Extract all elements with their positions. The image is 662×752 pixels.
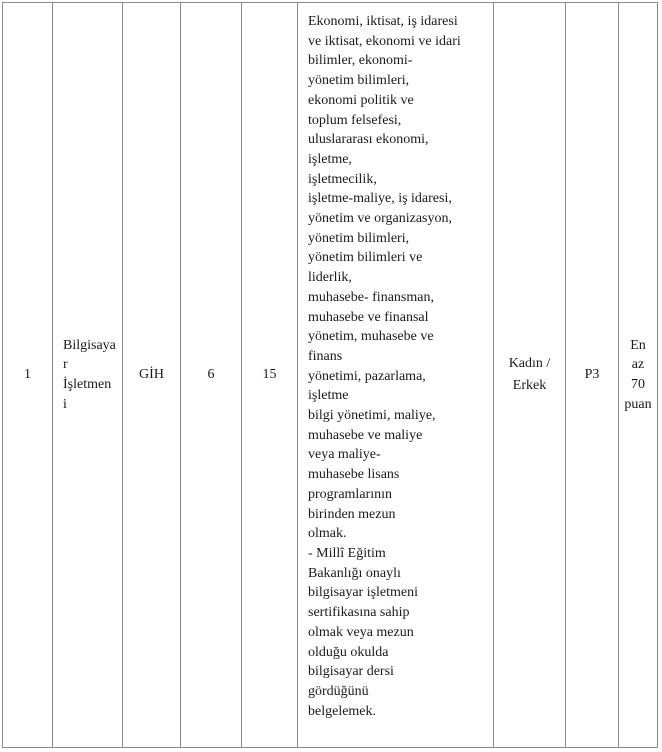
min-score-line: En xyxy=(630,337,646,353)
requirement-line: programlarının xyxy=(308,486,392,502)
requirement-line: veya maliye- xyxy=(308,447,381,463)
position-title-line: İşletmen xyxy=(63,377,112,392)
requirements-cell xyxy=(298,3,494,748)
requirement-line: toplum felsefesi, xyxy=(308,112,402,128)
requirement-line: yönetimi, pazarlama, xyxy=(308,368,426,384)
requirement-line: bilgi yönetimi, maliye, xyxy=(308,408,436,424)
requirement-line: olmak veya mezun xyxy=(308,624,414,640)
requirement-line: bilgisayar dersi xyxy=(308,664,394,680)
requirement-line: yönetim, muhasebe ve xyxy=(308,329,434,345)
min-score-line: az xyxy=(631,357,645,373)
score-type-cell xyxy=(566,3,619,748)
requirement-line: sertifikasına sahip xyxy=(308,605,410,621)
row-index-cell xyxy=(3,3,53,748)
requirement-line: muhasebe ve finansal xyxy=(308,309,429,325)
requirement-line: liderlik, xyxy=(308,270,352,286)
position-table xyxy=(2,2,658,748)
requirement-line: ekonomi politik ve xyxy=(308,92,414,108)
requirement-line: işletme, xyxy=(308,151,352,167)
requirement-line: muhasebe- finansman, xyxy=(308,289,434,305)
unit-cell xyxy=(123,3,181,748)
gender-line: Erkek xyxy=(512,378,547,393)
requirement-line: muhasebe ve maliye xyxy=(308,427,423,443)
table-row xyxy=(3,3,658,748)
requirement-line: finans xyxy=(308,348,343,364)
age-value: 15 xyxy=(262,367,277,382)
requirement-line: muhasebe lisans xyxy=(308,467,400,483)
gender-line: Kadın / xyxy=(508,356,551,371)
position-title-line: r xyxy=(63,357,68,373)
requirement-line: işletmecilik, xyxy=(308,171,377,187)
position-title-line: Bilgisaya xyxy=(63,337,116,353)
requirement-line: ve iktisat, ekonomi ve idari xyxy=(308,33,461,49)
requirement-line: birinden mezun xyxy=(308,506,396,522)
gender-cell xyxy=(494,3,566,748)
requirement-line: yönetim bilimleri ve xyxy=(308,250,423,266)
requirement-line: yönetim bilimleri, xyxy=(308,73,410,89)
requirement-line: bilgisayar işletmeni xyxy=(308,585,419,601)
position-title-line: i xyxy=(63,396,67,412)
requirement-line: uluslararası ekonomi, xyxy=(308,132,429,148)
position-count: 6 xyxy=(207,367,215,382)
requirement-line: Ekonomi, iktisat, iş idaresi xyxy=(308,14,458,29)
requirement-line: olduğu okulda xyxy=(308,644,389,660)
min-score-line: 70 xyxy=(631,377,645,392)
requirement-line: bilimler, ekonomi- xyxy=(308,53,413,69)
requirement-line: işletme-maliye, iş idaresi, xyxy=(308,191,452,207)
row-index: 1 xyxy=(24,367,31,382)
requirement-line: yönetim ve organizasyon, xyxy=(308,211,452,227)
min-score-line: puan xyxy=(624,396,652,412)
min-score-cell xyxy=(619,3,658,748)
requirement-line: yönetim bilimleri, xyxy=(308,230,410,246)
score-type: P3 xyxy=(584,367,600,382)
unit-code: GİH xyxy=(139,367,164,382)
requirement-line: belgelemek. xyxy=(308,703,377,719)
requirement-line: olmak. xyxy=(308,526,347,542)
requirement-line: gördüğünü xyxy=(308,683,369,699)
requirement-line: - Millî Eğitim xyxy=(308,545,386,561)
requirement-line: Bakanlığı onaylı xyxy=(308,565,401,581)
count-cell xyxy=(181,3,242,748)
age-cell xyxy=(242,3,298,748)
position-title-cell xyxy=(53,3,123,748)
requirement-line: işletme xyxy=(308,388,349,404)
